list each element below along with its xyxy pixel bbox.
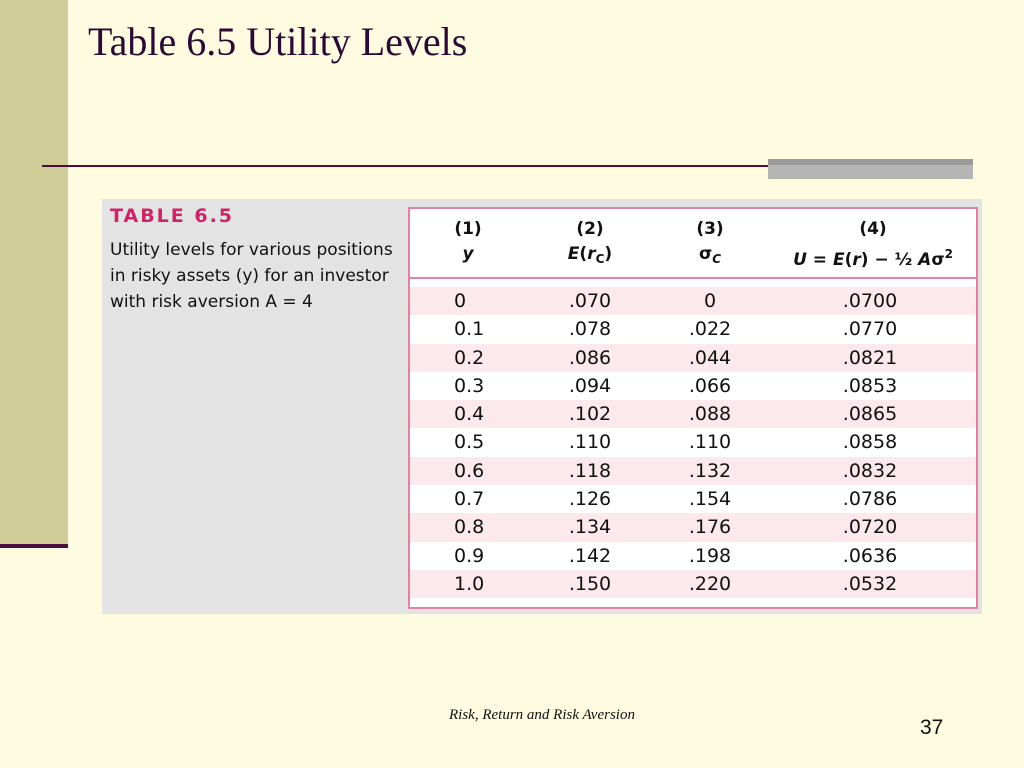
table-row (410, 344, 976, 372)
column-symbol: y (462, 244, 474, 264)
table-row (410, 570, 976, 598)
table-cell: .066 (688, 374, 732, 397)
table-caption-block (110, 205, 400, 315)
table-figure (102, 199, 982, 614)
column-header-2 (550, 217, 630, 272)
table-cell: .220 (688, 572, 732, 595)
table-cell: .0720 (842, 516, 898, 539)
table-row (410, 400, 976, 428)
table-cell: .0786 (842, 488, 898, 511)
table-cell: .0636 (842, 544, 898, 567)
left-decorative-band (0, 0, 68, 546)
table-cell: 0.7 (454, 488, 485, 511)
table-cell: .110 (568, 431, 612, 454)
table-cell: 0.9 (454, 544, 485, 567)
column-header-1 (438, 217, 498, 267)
table-body (410, 287, 976, 598)
page-number: 37 (920, 716, 944, 739)
table-cell: .110 (688, 431, 732, 454)
table-cell: 1.0 (454, 572, 485, 595)
table-row (410, 315, 976, 343)
table-cell: .0821 (842, 346, 898, 369)
table-cell: .088 (688, 403, 732, 426)
table-caption: Utility levels for various positions in risky assets (y) for an investor with risk aversion A = 4 (110, 240, 393, 312)
table-cell: 0.3 (454, 374, 485, 397)
table-cell: .0832 (842, 459, 898, 482)
table-row (410, 287, 976, 315)
table-cell: .102 (568, 403, 612, 426)
table-cell: 0 (703, 290, 717, 312)
slide-title: Table 6.5 Utility Levels (88, 19, 468, 64)
column-symbol: U = E(r) − ½ $A\sigma^2$ (793, 247, 953, 270)
table-cell: .022 (688, 318, 732, 341)
table-cell: .078 (568, 318, 612, 341)
table-cell: .198 (688, 544, 732, 567)
table-label: TABLE 6.5 (110, 205, 235, 227)
table-cell: .0770 (842, 318, 898, 341)
table-cell: .0865 (842, 403, 898, 426)
table-cell: .0858 (842, 431, 898, 454)
table-cell: .176 (688, 516, 732, 539)
table-row (410, 428, 976, 456)
table-cell: .044 (688, 346, 732, 369)
table-cell: 0.5 (454, 431, 485, 454)
table-cell: .118 (568, 459, 612, 482)
table-cell: 0 (454, 290, 467, 312)
table-cell: .0853 (842, 374, 898, 397)
table-cell: .150 (568, 572, 612, 595)
left-band-underline (0, 544, 68, 548)
column-header-4 (778, 217, 968, 273)
column-symbol: $E(r_C)$ (567, 244, 613, 266)
table-cell: 0.2 (454, 346, 485, 369)
table-row (410, 542, 976, 570)
table-cell: .094 (568, 374, 612, 397)
table-cell: .126 (568, 488, 612, 511)
column-header-3 (670, 217, 750, 272)
table-cell: .132 (688, 459, 732, 482)
table-cell: .134 (568, 516, 612, 539)
utility-table (408, 207, 978, 609)
column-number: (1) (454, 219, 482, 239)
table-cell: .0532 (842, 572, 898, 595)
table-cell: .086 (568, 346, 612, 369)
table-cell: 0.6 (454, 459, 485, 482)
table-row (410, 372, 976, 400)
table-cell: .0700 (842, 290, 898, 312)
column-number: (3) (696, 219, 724, 239)
column-symbol: $\sigma_C$ (698, 244, 722, 266)
column-number: (2) (576, 219, 604, 239)
table-row (410, 485, 976, 513)
table-row (410, 457, 976, 485)
table-cell: 0.4 (454, 403, 485, 426)
table-cell: .142 (568, 544, 612, 567)
table-row (410, 513, 976, 541)
divider-accent-bar (768, 159, 973, 179)
column-number: (4) (859, 219, 887, 239)
table-cell: 0.1 (454, 318, 485, 341)
table-header (410, 209, 976, 279)
table-cell: 0.8 (454, 516, 485, 539)
table-cell: .070 (568, 290, 612, 312)
table-cell: .154 (688, 488, 732, 511)
slide-footer: Risk, Return and Risk Aversion (449, 707, 635, 723)
